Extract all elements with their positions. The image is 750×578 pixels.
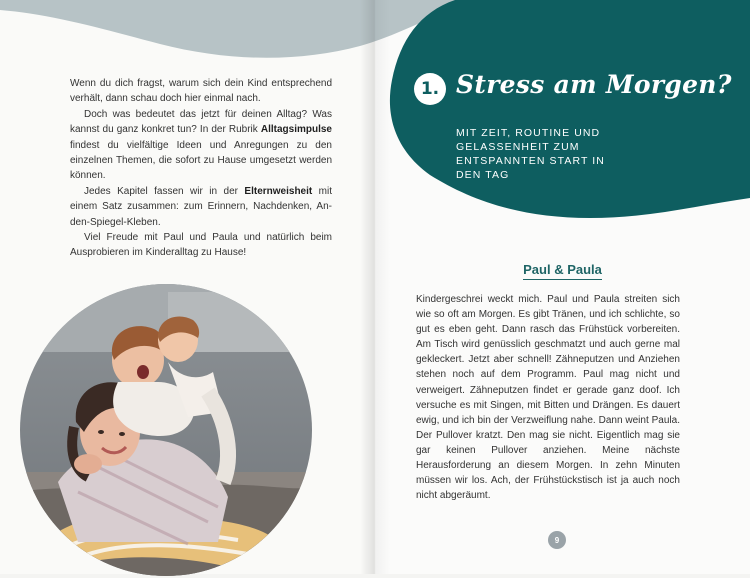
page-number-badge: 9 <box>548 531 566 549</box>
intro-paragraph-1: Wenn du dich fragst, warum sich dein Kind entsprechend verhält, dann schau doch hier einmal nach. <box>70 78 332 105</box>
family-photo <box>18 282 314 578</box>
chapter-title: Stress am Morgen? <box>456 70 732 99</box>
chapter-number-badge: 1. <box>414 73 446 105</box>
intro-paragraph-2: Doch was bedeutet das jetzt für deinen Alltag? Was kannst du ganz konkret tun? In der Rubrik Alltagsimpulse findest du vielfältige Ideen und Anregungen zu den einzelnen Themen, die sofort zu Hause umgesetzt werden können. <box>70 108 332 182</box>
chapter-subtitle <box>456 126 646 182</box>
chapter-subtitle-line: ENTSPANNTEN START IN <box>456 155 605 167</box>
intro-paragraph-4: Viel Freude mit Paul und Paula und natürlich beim Ausprobieren im Kinderalltag zu Hause! <box>70 232 332 259</box>
intro-paragraph-3: Jedes Kapitel fassen wir in der Elternweisheit mit einem Satz zusammen: zum Erinnern, Nachdenken, An-den-Spiegel-Kleben. <box>70 185 333 228</box>
section-heading-text: Paul & Paula <box>523 262 602 280</box>
alltagsimpulse-term: Alltagsimpulse <box>260 124 332 136</box>
chapter-subtitle-line: MIT ZEIT, ROUTINE UND <box>456 127 601 139</box>
elternweisheit-term: Elternweisheit <box>244 185 313 197</box>
chapter-subtitle-line: GELASSENHEIT ZUM <box>456 141 580 153</box>
section-heading <box>375 262 750 280</box>
chapter-header-shape <box>0 0 750 230</box>
story-text: Kindergeschrei weckt mich. Paul und Paula streiten sich wie so oft am Morgen. Es gibt Tränen, und ich schlichte, so gut es eben geht. Dann rasch das Frühstück vorbereiten. Am Tisch wird genüsslich geschmatzt und auch gerne mal gekleckert. Jetzt aber schnell! Zähneputzen und Anziehen stehen noch auf dem Programm. Paul mag nicht und verweigert. Zähneputzen findet er gerade ganz doof. Ich versuche es mit Singen, mit Bitten und Drängen. Es dauert ewig, und ich bin der Verzweiflung nahe. Dann weint Paula. Der Pullover kratzt. Den mag sie nicht. Eigentlich mag sie gar keinen Pullover anziehen. Meine nächste Herausforderung an diesem Morgen. In zehn Minuten müssen wir los. Ach, der Frühstückstisch ist ja auch noch nicht abgeräumt. <box>416 294 680 502</box>
chapter-subtitle-line: DEN TAG <box>456 169 510 181</box>
